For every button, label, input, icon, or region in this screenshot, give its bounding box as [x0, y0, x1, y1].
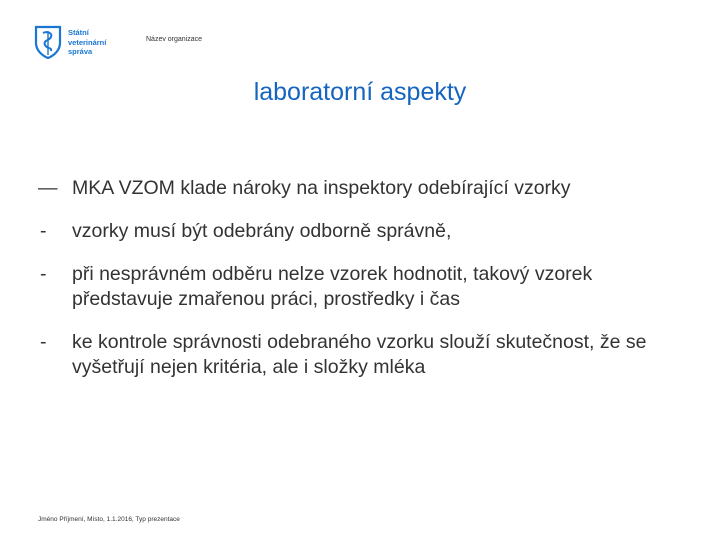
logo-text	[68, 28, 106, 57]
shield-icon	[33, 25, 63, 59]
logo-line: veterinární	[68, 37, 107, 47]
bullet-marker: -	[40, 331, 47, 353]
bullet-text: ke kontrole správnosti odebraného vzorku slouží skutečnost, že se vyšetřují nejen kritéria, ale i složky mléka	[72, 331, 647, 378]
bullet-text: vzorky musí být odebrány odborně správně,	[72, 220, 452, 242]
bullet-text: při nesprávném odběru nelze vzorek hodnotit, takový vzorek představuje zmařenou práci, prostředky i čas	[72, 263, 593, 310]
bullet-list	[40, 176, 680, 398]
bullet-marker: -	[40, 220, 47, 242]
bullet-marker: —	[38, 177, 58, 199]
organization-name: Název organizace	[146, 36, 203, 43]
organization-logo	[33, 25, 153, 65]
list-item	[40, 330, 680, 380]
bullet-marker: -	[40, 263, 47, 285]
slide-title-container	[0, 78, 720, 107]
list-item	[40, 176, 680, 201]
logo-line: správa	[68, 47, 93, 56]
slide-title: laboratorní aspekty	[253, 78, 467, 106]
list-item	[40, 262, 680, 312]
logo-line: Státní	[68, 28, 89, 37]
bullet-text: MKA VZOM klade nároky na inspektory odebírající vzorky	[72, 177, 571, 199]
footer-text: Jméno Příjmení, Místo, 1.1.2016, Typ prezentace	[38, 516, 180, 523]
list-item	[40, 219, 680, 244]
